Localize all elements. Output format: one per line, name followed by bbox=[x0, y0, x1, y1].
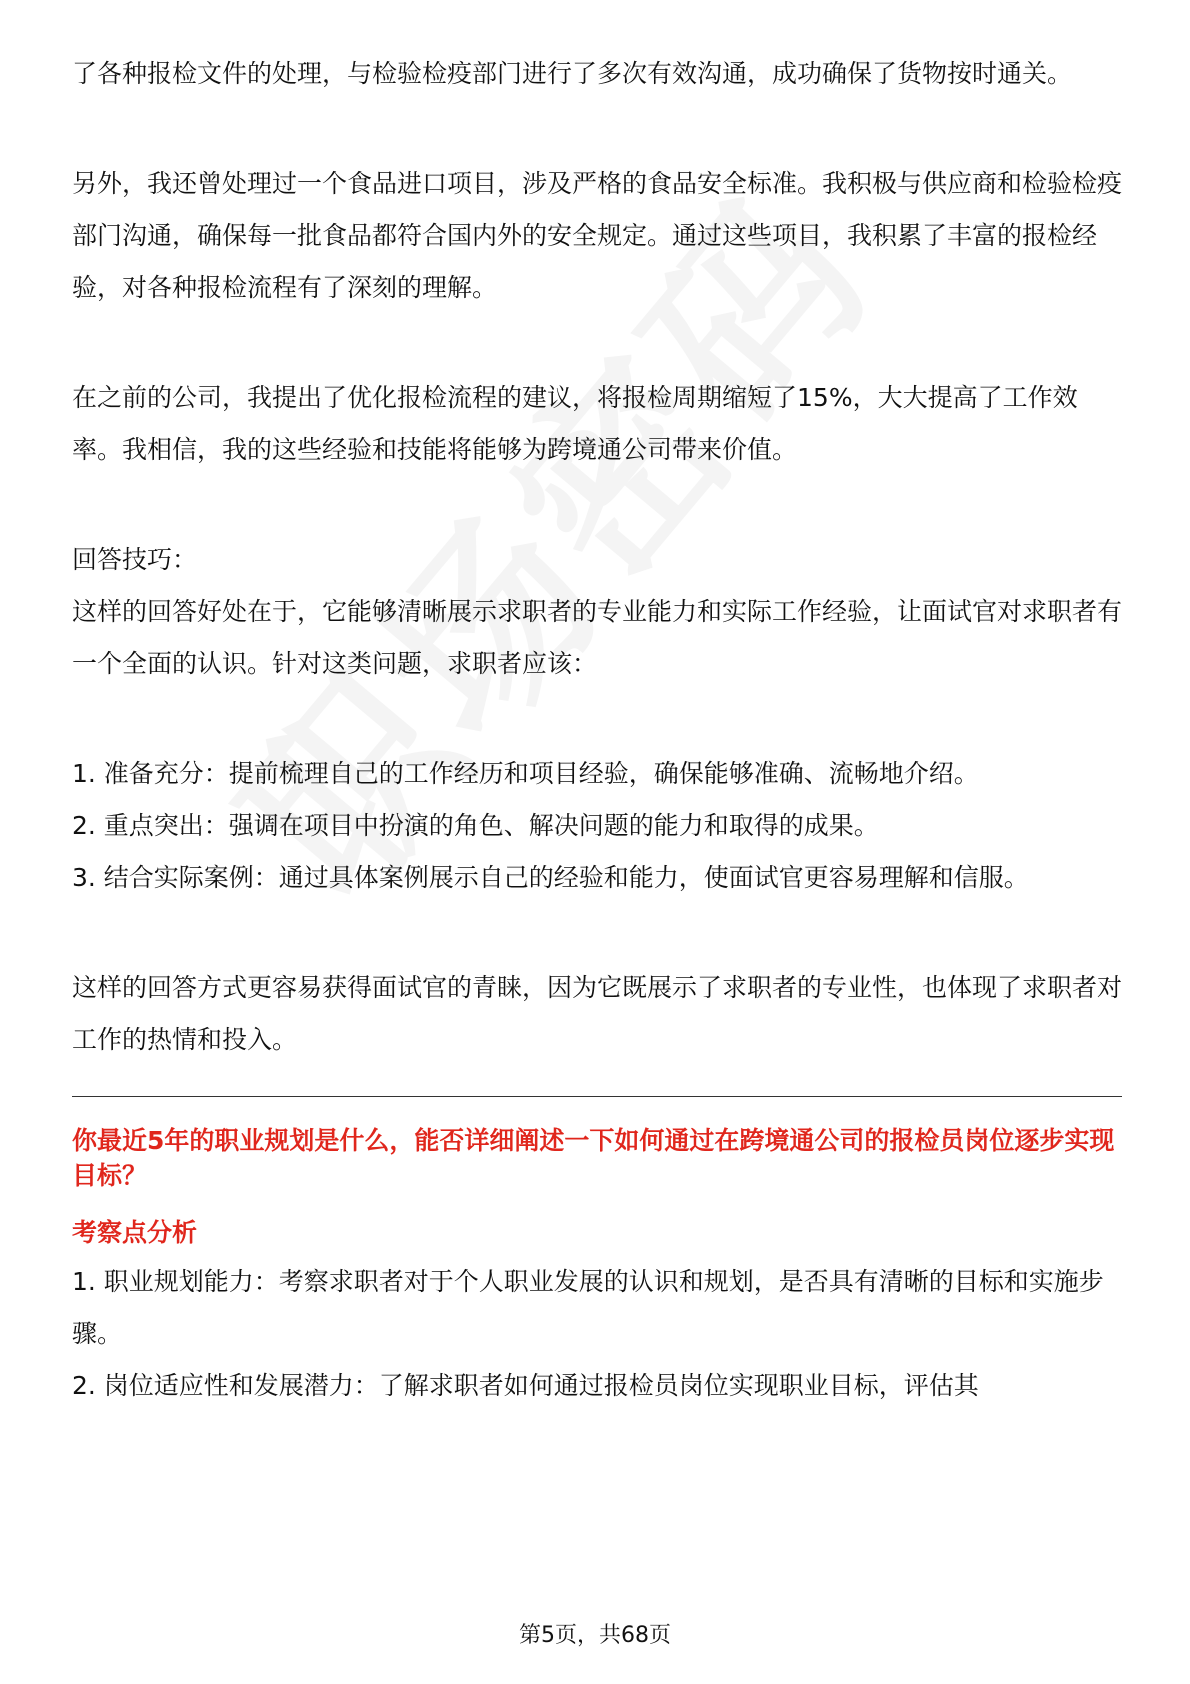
paragraph-1: 了各种报检文件的处理，与检验检疫部门进行了多次有效沟通，成功确保了货物按时通关。 bbox=[72, 59, 1073, 88]
paragraph-3: 在之前的公司，我提出了优化报检流程的建议，将报检周期缩短了15%，大大提高了工作效率。我相信，我的这些经验和技能将能够为跨境通公司带来价值。 bbox=[72, 383, 1078, 464]
section-divider bbox=[72, 1096, 1122, 1097]
analysis-heading: 考察点分析 bbox=[72, 1218, 198, 1247]
list-item: 3. 结合实际案例：通过具体案例展示自己的经验和能力，使面试官更容易理解和信服。 bbox=[72, 863, 1029, 892]
analysis-points bbox=[72, 1256, 1122, 1412]
list-item: 2. 岗位适应性和发展潜力：了解求职者如何通过报检员岗位实现职业目标，评估其 bbox=[72, 1371, 979, 1400]
tips-heading: 回答技巧： bbox=[72, 545, 198, 574]
list-item: 1. 职业规划能力：考察求职者对于个人职业发展的认识和规划，是否具有清晰的目标和实施步骤。 bbox=[72, 1267, 1104, 1348]
question-title: 你最近5年的职业规划是什么，能否详细阐述一下如何通过在跨境通公司的报检员岗位逐步实现目标？ bbox=[72, 1126, 1115, 1190]
paragraph-2: 另外，我还曾处理过一个食品进口项目，涉及严格的食品安全标准。我积极与供应商和检验检疫部门沟通，确保每一批食品都符合国内外的安全规定。通过这些项目，我积累了丰富的报检经验，对各种报检流程有了深刻的理解。 bbox=[72, 169, 1123, 302]
tips-intro: 这样的回答好处在于，它能够清晰展示求职者的专业能力和实际工作经验，让面试官对求职者有一个全面的认识。针对这类问题，求职者应该： bbox=[72, 597, 1123, 678]
tips-conclusion: 这样的回答方式更容易获得面试官的青睐，因为它既展示了求职者的专业性，也体现了求职者对工作的热情和投入。 bbox=[72, 973, 1123, 1054]
tips-list bbox=[72, 748, 1122, 904]
list-item: 1. 准备充分：提前梳理自己的工作经历和项目经验，确保能够准确、流畅地介绍。 bbox=[72, 759, 979, 788]
list-item: 2. 重点突出：强调在项目中扮演的角色、解决问题的能力和取得的成果。 bbox=[72, 811, 879, 840]
page-number: 第5页，共68页 bbox=[519, 1623, 671, 1648]
document-body bbox=[72, 48, 1122, 1412]
